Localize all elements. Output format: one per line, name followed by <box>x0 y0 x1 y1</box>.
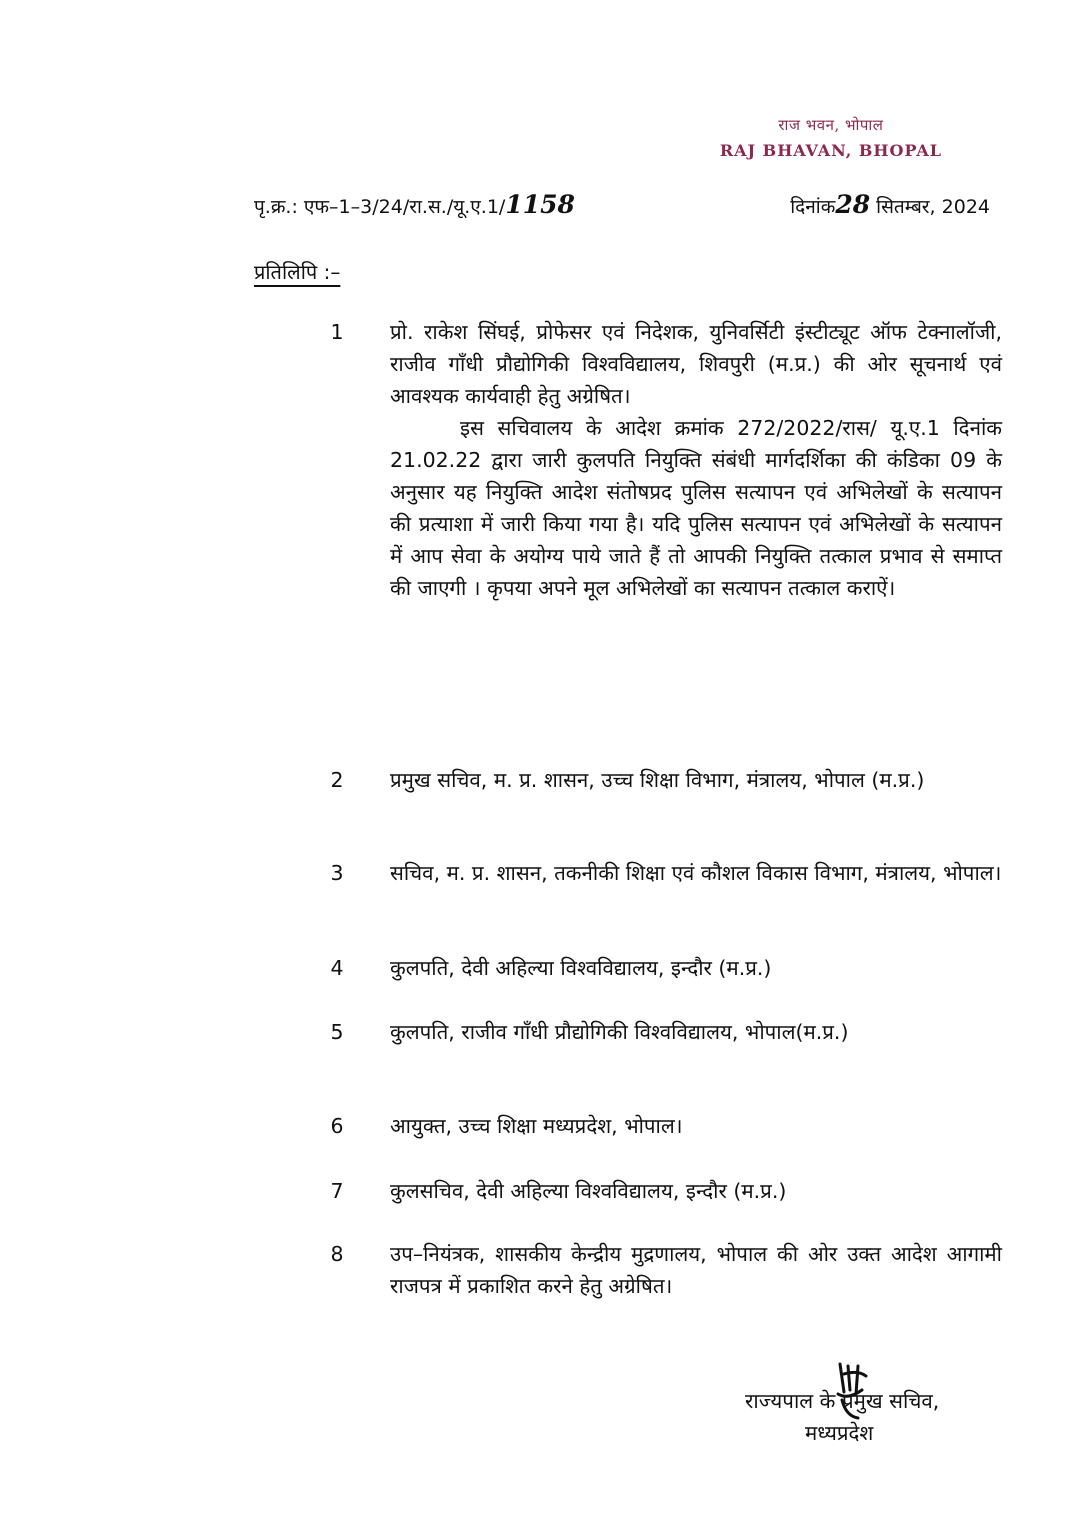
reference-number <box>254 190 575 219</box>
reference-date <box>790 190 990 219</box>
item-text: कुलपति, देवी अहिल्या विश्वविद्यालय, इन्दौर (म.प्र.) <box>390 956 772 980</box>
reference-prefix: पृ.क्र.: एफ–1–3/24/रा.स./यू.ए.1/ <box>254 196 506 218</box>
item-number: 1 <box>330 320 344 344</box>
item-number: 6 <box>330 1114 344 1138</box>
item-text: कुलपति, राजीव गाँधी प्रौद्योगिकी विश्वविद्यालय, भोपाल(म.प्र.) <box>390 1020 849 1044</box>
letterhead <box>720 115 942 160</box>
item-text: प्रमुख सचिव, म. प्र. शासन, उच्च शिक्षा विभाग, मंत्रालय, भोपाल (म.प्र.) <box>390 768 925 792</box>
item-text <box>390 316 1002 604</box>
handwritten-number: 1158 <box>505 190 575 219</box>
item-number: 5 <box>330 1020 344 1044</box>
date-suffix: सितम्बर, 2024 <box>876 196 990 218</box>
copy-heading: प्रतिलिपि :– <box>254 260 341 284</box>
item-number: 2 <box>330 768 344 792</box>
letterhead-hindi: राज भवन, भोपाल <box>778 116 884 134</box>
item-text: उप–नियंत्रक, शासकीय केन्द्रीय मुद्रणालय, भोपाल की ओर उक्त आदेश आगामी राजपत्र में प्रकाशित करने हेतु अग्रेषित। <box>390 1242 1002 1298</box>
signature-block <box>745 1385 1025 1449</box>
item-number: 8 <box>330 1242 344 1266</box>
handwritten-date-day: 28 <box>835 190 871 219</box>
reference-line <box>254 190 990 219</box>
item-number: 3 <box>330 861 344 885</box>
item-paragraph: इस सचिवालय के आदेश क्रमांक 272/2022/रास/ यू.ए.1 दिनांक 21.02.22 द्वारा जारी कुलपति नियुक्ति संबंधी मार्गदर्शिका की कंडिका 09 के अनुसार यह नियुक्ति आदेश संतोषप्रद पुलिस सत्यापन एवं अभिलेखों के सत्यापन की प्रत्याशा में जारी किया गया है। यदि पुलिस सत्यापन एवं अभिलेखों के सत्यापन में आप सेवा के अयोग्य पाये जाते हैं तो आपकी नियुक्ति तत्काल प्रभाव से समाप्त की जाएगी । कृपया अपने मूल अभिलेखों का सत्यापन तत्काल कराऐं। <box>390 416 1002 600</box>
signature-title: राज्यपाल के प्रमुख सचिव, <box>745 1389 940 1413</box>
date-prefix: दिनांक <box>790 196 836 218</box>
letterhead-english: RAJ BHAVAN, BHOPAL <box>719 141 942 160</box>
item-text: कुलसचिव, देवी अहिल्या विश्वविद्यालय, इन्दौर (म.प्र.) <box>390 1179 787 1203</box>
item-text: सचिव, म. प्र. शासन, तकनीकी शिक्षा एवं कौशल विकास विभाग, मंत्रालय, भोपाल। <box>390 861 1002 885</box>
signature-state: मध्यप्रदेश <box>805 1421 874 1445</box>
item-text: आयुक्त, उच्च शिक्षा मध्यप्रदेश, भोपाल। <box>390 1114 683 1138</box>
item-number: 4 <box>330 956 344 980</box>
item-number: 7 <box>330 1179 344 1203</box>
item-paragraph: प्रो. राकेश सिंघई, प्रोफेसर एवं निदेशक, युनिवर्सिटी इंस्टीट्यूट ऑफ टेक्नालॉजी, राजीव गाँधी प्रौद्योगिकी विश्वविद्यालय, शिवपुरी (म.प्र.) की ओर सूचनार्थ एवं आवश्यक कार्यवाही हेतु अग्रेषित। <box>390 320 1002 408</box>
